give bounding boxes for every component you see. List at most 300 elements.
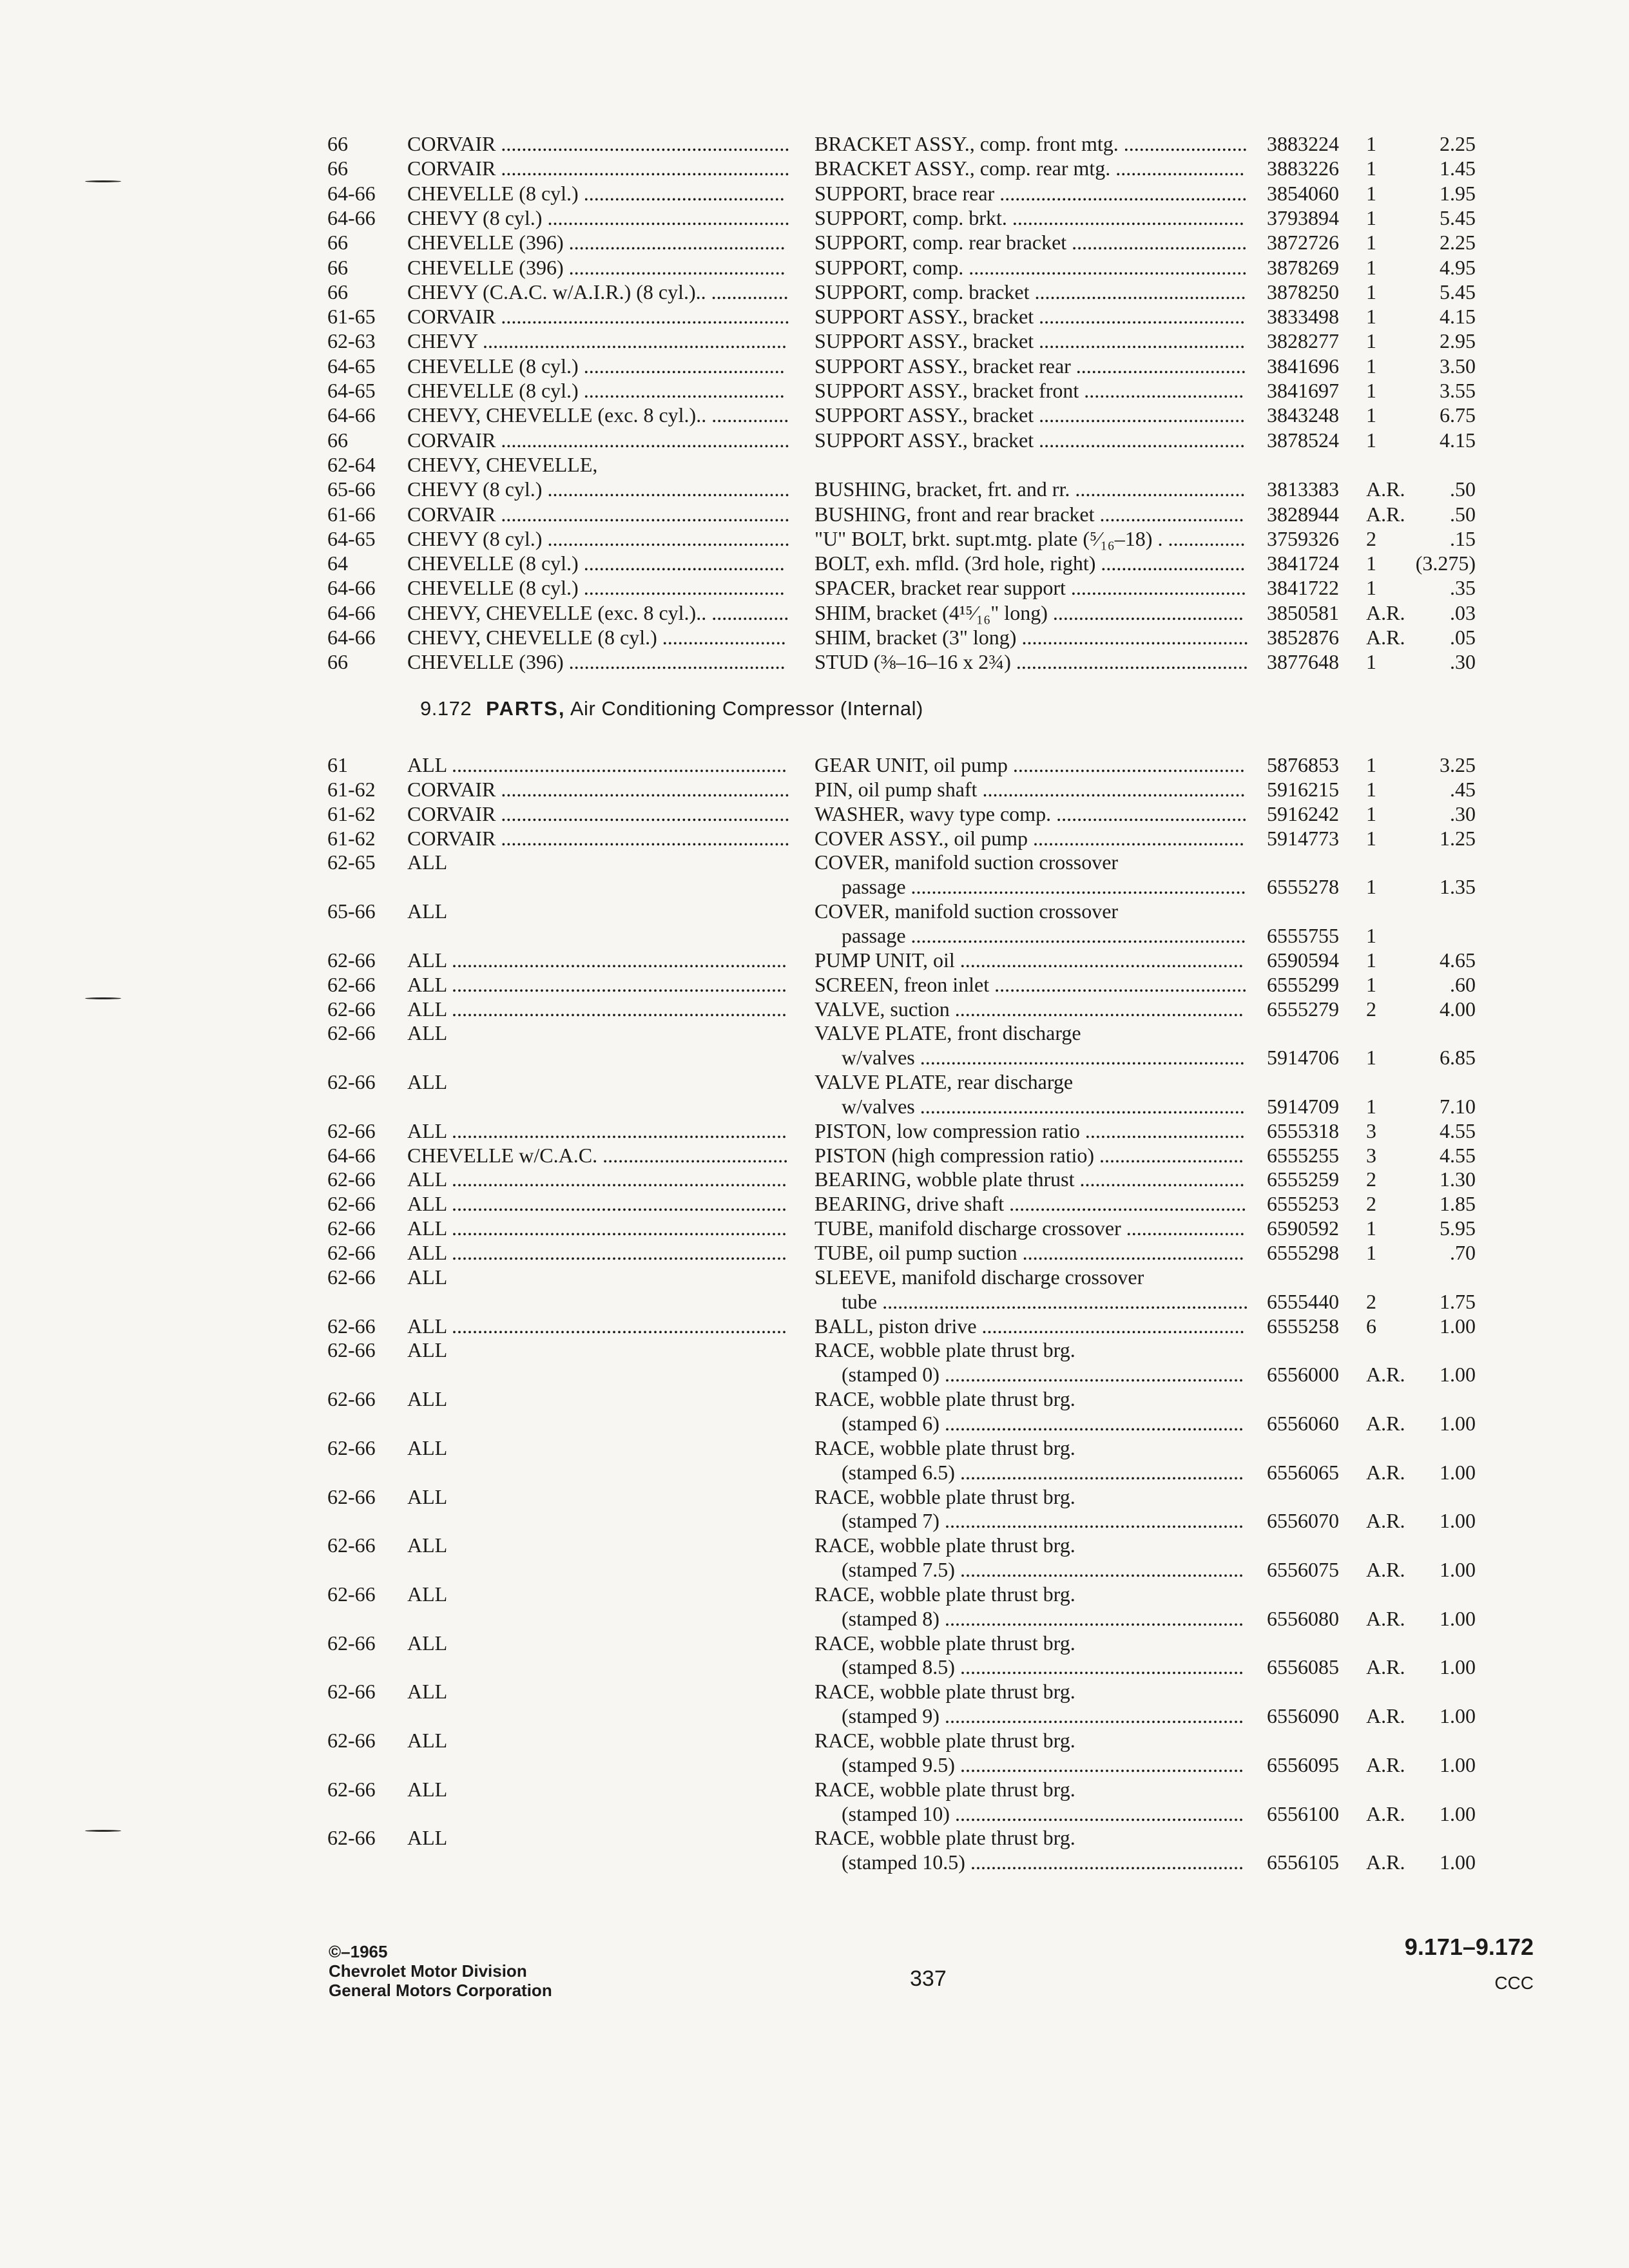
quantity: 1 <box>1366 181 1376 205</box>
model-year: 64-66 <box>327 1143 376 1167</box>
section-title: Air Conditioning Compressor (Internal) <box>570 697 923 720</box>
model-year: 62-66 <box>327 1826 376 1850</box>
part-description: RACE, wobble plate thrust brg. <box>815 1436 1075 1459</box>
model-year: 66 <box>327 157 348 180</box>
vehicle-model: ALL <box>407 1729 448 1752</box>
part-number: 3854060 <box>1267 181 1339 205</box>
list-price: 2.95 <box>1440 329 1476 353</box>
quantity: 1 <box>1366 753 1376 776</box>
vehicle-model: CHEVY, CHEVELLE, <box>407 452 598 476</box>
parts-row <box>0 1021 1629 1045</box>
parts-row <box>0 1362 1629 1387</box>
parts-row <box>0 1485 1629 1509</box>
vehicle-model: ALL ................................................................. <box>407 997 787 1021</box>
corporation-line: General Motors Corporation <box>329 1981 552 2000</box>
list-price: 1.45 <box>1440 157 1476 180</box>
parts-row <box>0 1802 1629 1826</box>
vehicle-model: CHEVELLE (8 cyl.) ....................................... <box>407 552 785 575</box>
part-description: RACE, wobble plate thrust brg. <box>815 1777 1075 1801</box>
model-year: 66 <box>327 428 348 452</box>
model-year: 62-66 <box>327 1387 376 1411</box>
model-year: 62-66 <box>327 972 376 996</box>
part-number: 6590592 <box>1267 1216 1339 1240</box>
part-number: 5914773 <box>1267 826 1339 850</box>
parts-row <box>0 354 1629 378</box>
vehicle-model: CHEVELLE (396) .......................................... <box>407 255 786 279</box>
list-price: 3.25 <box>1440 753 1476 776</box>
vehicle-model: CHEVY (8 cyl.) ............................................... <box>407 206 790 229</box>
parts-row <box>0 1753 1629 1777</box>
list-price: 1.00 <box>1440 1363 1476 1387</box>
list-price: 1.00 <box>1440 1850 1476 1874</box>
model-year: 64-66 <box>327 403 376 427</box>
model-year: 66 <box>327 280 348 303</box>
vehicle-model: CHEVELLE (8 cyl.) ....................................... <box>407 576 785 600</box>
parts-row <box>0 156 1629 180</box>
parts-row <box>0 1191 1629 1216</box>
vehicle-model: ALL ................................................................. <box>407 1314 787 1338</box>
model-year: 62-66 <box>327 1777 376 1801</box>
list-price: 5.45 <box>1440 280 1476 303</box>
part-description: PISTON, low compression ratio ............................... <box>815 1119 1245 1142</box>
parts-row <box>0 1167 1629 1191</box>
vehicle-model: ALL <box>407 1777 448 1801</box>
parts-row <box>0 874 1629 899</box>
model-year: 62-66 <box>327 1680 376 1704</box>
list-price: 3.55 <box>1440 379 1476 402</box>
quantity: 1 <box>1366 403 1376 427</box>
model-year: 64-66 <box>327 576 376 600</box>
list-price: 1.00 <box>1440 1314 1476 1338</box>
part-number: 3878524 <box>1267 428 1339 452</box>
vehicle-model: ALL ................................................................. <box>407 1192 787 1216</box>
part-description: w/valves ............................................................... <box>842 1046 1245 1070</box>
part-number: 3841696 <box>1267 354 1339 378</box>
list-price: .35 <box>1450 576 1476 600</box>
part-description: VALVE, suction ........................................................ <box>815 997 1244 1021</box>
part-number: 6555278 <box>1267 875 1339 899</box>
part-description: SLEEVE, manifold discharge crossover <box>815 1265 1144 1289</box>
part-description: passage ................................................................. <box>842 923 1246 947</box>
vehicle-model: ALL <box>407 1070 448 1094</box>
model-year: 62-66 <box>327 997 376 1021</box>
part-number: 6556060 <box>1267 1411 1339 1435</box>
parts-row <box>0 1631 1629 1655</box>
parts-row <box>0 1606 1629 1631</box>
list-price: 4.55 <box>1440 1119 1476 1142</box>
part-number: 3878269 <box>1267 255 1339 279</box>
page-number: 337 <box>910 1966 947 1991</box>
list-price: 1.00 <box>1440 1509 1476 1533</box>
part-number: 6555258 <box>1267 1314 1339 1338</box>
part-number: 6555318 <box>1267 1119 1339 1142</box>
quantity: 3 <box>1366 1143 1376 1167</box>
part-number: 6556075 <box>1267 1558 1339 1582</box>
list-price: 1.00 <box>1440 1558 1476 1582</box>
part-description: (stamped 6) .......................................................... <box>842 1411 1244 1435</box>
vehicle-model: CORVAIR ........................................................ <box>407 826 790 850</box>
parts-row <box>0 1143 1629 1168</box>
quantity: A.R. <box>1366 1411 1405 1435</box>
quantity: A.R. <box>1366 502 1405 526</box>
model-year: 62-66 <box>327 1241 376 1264</box>
quantity: 2 <box>1366 997 1376 1021</box>
quantity: 1 <box>1366 576 1376 600</box>
quantity: 1 <box>1366 157 1376 180</box>
vehicle-model: CORVAIR ........................................................ <box>407 157 790 180</box>
part-number: 6555299 <box>1267 972 1339 996</box>
quantity: 1 <box>1366 1094 1376 1118</box>
vehicle-model: ALL <box>407 1021 448 1045</box>
part-description: (stamped 0) .......................................................... <box>842 1363 1244 1387</box>
part-description: COVER, manifold suction crossover <box>815 899 1119 923</box>
quantity: 1 <box>1366 948 1376 972</box>
parts-row <box>0 1119 1629 1143</box>
vehicle-model: CHEVELLE (8 cyl.) ....................................... <box>407 379 785 402</box>
part-description: SUPPORT, comp. rear bracket .................................. <box>815 231 1248 255</box>
section-title-parts: PARTS, <box>486 697 566 720</box>
part-number: 5916215 <box>1267 777 1339 801</box>
vehicle-model: CORVAIR ........................................................ <box>407 428 790 452</box>
vehicle-model: ALL <box>407 1533 448 1557</box>
quantity: 1 <box>1366 132 1376 155</box>
vehicle-model: ALL <box>407 1265 448 1289</box>
model-year: 61-65 <box>327 305 376 329</box>
list-price: 7.10 <box>1440 1094 1476 1118</box>
list-price: 1.30 <box>1440 1168 1476 1191</box>
parts-row <box>0 329 1629 353</box>
quantity: 2 <box>1366 1168 1376 1191</box>
vehicle-model: CHEVELLE w/C.A.C. .................................... <box>407 1143 789 1167</box>
part-description: SUPPORT ASSY., bracket rear ................................. <box>815 354 1246 378</box>
list-price: 6.85 <box>1440 1046 1476 1070</box>
quantity: 1 <box>1366 1046 1376 1070</box>
part-description: COVER, manifold suction crossover <box>815 850 1119 874</box>
quantity: 1 <box>1366 777 1376 801</box>
model-year: 61-62 <box>327 802 376 825</box>
parts-row <box>0 777 1629 802</box>
parts-row <box>0 378 1629 403</box>
part-description: VALVE PLATE, rear discharge <box>815 1070 1074 1094</box>
part-description: RACE, wobble plate thrust brg. <box>815 1631 1075 1655</box>
vehicle-model: CHEVY (C.A.C. w/A.I.R.) (8 cyl.).. ............... <box>407 280 789 303</box>
part-description: RACE, wobble plate thrust brg. <box>815 1533 1075 1557</box>
part-description: SPACER, bracket rear support .................................. <box>815 576 1246 600</box>
model-year: 62-66 <box>327 1338 376 1362</box>
part-description: SUPPORT ASSY., bracket ........................................ <box>815 329 1246 353</box>
parts-row <box>0 551 1629 575</box>
copyright-line: ©–1965 <box>329 1942 388 1961</box>
parts-row <box>0 575 1629 600</box>
vehicle-model: ALL <box>407 1582 448 1606</box>
quantity: 1 <box>1366 923 1376 947</box>
list-price: .45 <box>1450 777 1476 801</box>
model-year: 64-66 <box>327 206 376 229</box>
quantity: A.R. <box>1366 1802 1405 1825</box>
parts-row <box>0 1557 1629 1582</box>
quantity: 1 <box>1366 972 1376 996</box>
part-description: BRACKET ASSY., comp. rear mtg. ......................... <box>815 157 1245 180</box>
list-price: 1.25 <box>1440 826 1476 850</box>
part-number: 3852876 <box>1267 626 1339 649</box>
part-number: 6556100 <box>1267 1802 1339 1825</box>
model-year: 64-65 <box>327 354 376 378</box>
part-number: 3883224 <box>1267 132 1339 155</box>
part-description: "U" BOLT, brkt. supt.mtg. plate (⁵⁄₁₆–18) . ............... <box>815 526 1246 550</box>
list-price: 2.25 <box>1440 132 1476 155</box>
quantity: A.R. <box>1366 477 1405 501</box>
part-number: 3828944 <box>1267 502 1339 526</box>
model-year: 61-62 <box>327 777 376 801</box>
quantity: 1 <box>1366 1241 1376 1264</box>
part-number: 3759326 <box>1267 526 1339 550</box>
quantity: A.R. <box>1366 1704 1405 1728</box>
part-number: 6556085 <box>1267 1655 1339 1679</box>
model-year: 66 <box>327 255 348 279</box>
part-description: WASHER, wavy type comp. ..................................... <box>815 802 1248 825</box>
list-price: 1.00 <box>1440 1655 1476 1679</box>
parts-row <box>0 1265 1629 1289</box>
list-price: 4.95 <box>1440 255 1476 279</box>
vehicle-model: CHEVELLE (8 cyl.) ....................................... <box>407 181 785 205</box>
list-price: 1.85 <box>1440 1192 1476 1216</box>
vehicle-model: CHEVY (8 cyl.) ............................................... <box>407 477 790 501</box>
list-price: .50 <box>1450 502 1476 526</box>
parts-row <box>0 1728 1629 1753</box>
parts-row <box>0 1679 1629 1704</box>
model-year: 62-66 <box>327 1216 376 1240</box>
vehicle-model: CORVAIR ........................................................ <box>407 502 790 526</box>
quantity: A.R. <box>1366 1753 1405 1776</box>
model-year: 61-62 <box>327 826 376 850</box>
parts-row <box>0 802 1629 826</box>
list-price: 1.00 <box>1440 1460 1476 1484</box>
model-year: 64-65 <box>327 379 376 402</box>
parts-row <box>0 1460 1629 1485</box>
parts-row <box>0 1655 1629 1679</box>
quantity: 1 <box>1366 650 1376 674</box>
parts-row <box>0 181 1629 206</box>
vehicle-model: CHEVY ........................................................... <box>407 329 787 353</box>
vehicle-model: ALL <box>407 850 448 874</box>
parts-row <box>0 1436 1629 1460</box>
part-number: 6555279 <box>1267 997 1339 1021</box>
model-year: 66 <box>327 231 348 255</box>
part-description: VALVE PLATE, front discharge <box>815 1021 1081 1045</box>
list-price: 5.95 <box>1440 1216 1476 1240</box>
list-price: 3.50 <box>1440 354 1476 378</box>
parts-row <box>0 280 1629 304</box>
quantity: 1 <box>1366 280 1376 303</box>
part-number: 6555253 <box>1267 1192 1339 1216</box>
quantity: 1 <box>1366 354 1376 378</box>
parts-row <box>0 1216 1629 1240</box>
list-price: 1.00 <box>1440 1606 1476 1630</box>
part-number: 6556090 <box>1267 1704 1339 1728</box>
part-number: 5876853 <box>1267 753 1339 776</box>
part-description: GEAR UNIT, oil pump ............................................. <box>815 753 1245 776</box>
part-number: 3883226 <box>1267 157 1339 180</box>
part-description: COVER ASSY., oil pump ......................................... <box>815 826 1245 850</box>
model-year: 62-66 <box>327 1168 376 1191</box>
quantity: 1 <box>1366 329 1376 353</box>
vehicle-model: ALL <box>407 1680 448 1704</box>
part-description: SCREEN, freon inlet ................................................. <box>815 972 1248 996</box>
quantity: 1 <box>1366 231 1376 255</box>
part-description: SUPPORT, brace rear ................................................ <box>815 181 1248 205</box>
model-year: 66 <box>327 650 348 674</box>
vehicle-model: ALL <box>407 1436 448 1459</box>
list-price: 1.95 <box>1440 181 1476 205</box>
quantity: A.R. <box>1366 626 1405 649</box>
part-description: (stamped 9.5) ....................................................... <box>842 1753 1244 1776</box>
part-number: 6555440 <box>1267 1289 1339 1313</box>
part-description: RACE, wobble plate thrust brg. <box>815 1729 1075 1752</box>
section-number: 9.172 <box>420 697 472 720</box>
parts-row <box>0 625 1629 649</box>
model-year: 62-66 <box>327 1265 376 1289</box>
parts-row <box>0 403 1629 427</box>
vehicle-model: ALL <box>407 1387 448 1411</box>
model-year: 64-65 <box>327 526 376 550</box>
part-number: 3850581 <box>1267 601 1339 624</box>
vehicle-model: ALL ................................................................. <box>407 1168 787 1191</box>
vehicle-model: CORVAIR ........................................................ <box>407 305 790 329</box>
part-description: (stamped 7) .......................................................... <box>842 1509 1244 1533</box>
vehicle-model: ALL ................................................................. <box>407 948 787 972</box>
model-year: 62-63 <box>327 329 376 353</box>
part-description: BEARING, drive shaft .............................................. <box>815 1192 1247 1216</box>
quantity: A.R. <box>1366 1460 1405 1484</box>
part-description: PISTON (high compression ratio) ............................ <box>815 1143 1244 1167</box>
part-description: BOLT, exh. mfld. (3rd hole, right) ............................ <box>815 552 1246 575</box>
footer-publisher <box>329 1942 552 2000</box>
list-price: 2.25 <box>1440 231 1476 255</box>
parts-row <box>0 1704 1629 1728</box>
part-description: SUPPORT ASSY., bracket ........................................ <box>815 305 1246 329</box>
part-number: 5914709 <box>1267 1094 1339 1118</box>
model-year: 62-66 <box>327 1070 376 1094</box>
quantity: A.R. <box>1366 1655 1405 1679</box>
part-description: STUD (⅜–16–16 x 2¾) ............................................. <box>815 650 1248 674</box>
parts-row <box>0 230 1629 255</box>
part-description: SUPPORT, comp. brkt. ............................................. <box>815 206 1244 229</box>
part-number: 6555259 <box>1267 1168 1339 1191</box>
parts-row <box>0 899 1629 923</box>
list-price: .50 <box>1450 477 1476 501</box>
part-description: (stamped 9) .......................................................... <box>842 1704 1244 1728</box>
part-description: SHIM, bracket (3" long) ............................................ <box>815 626 1249 649</box>
part-description: BUSHING, front and rear bracket ............................ <box>815 502 1244 526</box>
vehicle-model: CHEVY (8 cyl.) ............................................... <box>407 526 790 550</box>
model-year: 62-66 <box>327 1192 376 1216</box>
part-description: SUPPORT ASSY., bracket ........................................ <box>815 428 1246 452</box>
model-year: 65-66 <box>327 899 376 923</box>
parts-row <box>0 1289 1629 1314</box>
parts-row <box>0 206 1629 230</box>
list-price: 4.55 <box>1440 1143 1476 1167</box>
part-number: 3877648 <box>1267 650 1339 674</box>
list-price: 1.00 <box>1440 1411 1476 1435</box>
part-number: 3828277 <box>1267 329 1339 353</box>
list-price: 4.15 <box>1440 428 1476 452</box>
parts-row <box>0 1411 1629 1436</box>
parts-row <box>0 972 1629 997</box>
list-price: 1.00 <box>1440 1704 1476 1728</box>
quantity: 3 <box>1366 1119 1376 1142</box>
part-description: RACE, wobble plate thrust brg. <box>815 1485 1075 1508</box>
parts-row <box>0 1387 1629 1411</box>
part-number: 6556000 <box>1267 1363 1339 1387</box>
part-description: SUPPORT, comp. bracket ......................................... <box>815 280 1246 303</box>
list-price: 4.15 <box>1440 305 1476 329</box>
vehicle-model: ALL ................................................................. <box>407 1241 787 1264</box>
list-price: 1.00 <box>1440 1802 1476 1825</box>
part-number: 6556070 <box>1267 1509 1339 1533</box>
part-description: BUSHING, bracket, frt. and rr. ................................. <box>815 477 1246 501</box>
parts-row <box>0 601 1629 625</box>
quantity: A.R. <box>1366 1509 1405 1533</box>
part-number: 3833498 <box>1267 305 1339 329</box>
parts-row <box>0 452 1629 477</box>
part-number: 3878250 <box>1267 280 1339 303</box>
part-number: 3793894 <box>1267 206 1339 229</box>
part-number: 6556105 <box>1267 1850 1339 1874</box>
quantity: 1 <box>1366 428 1376 452</box>
list-price: 1.35 <box>1440 875 1476 899</box>
quantity: 1 <box>1366 255 1376 279</box>
model-year: 61 <box>327 753 348 776</box>
quantity: 1 <box>1366 826 1376 850</box>
part-description: (stamped 10) ........................................................ <box>842 1802 1244 1825</box>
part-number: 6590594 <box>1267 948 1339 972</box>
model-year: 62-66 <box>327 1582 376 1606</box>
list-price: 5.45 <box>1440 206 1476 229</box>
parts-row <box>0 997 1629 1021</box>
quantity: A.R. <box>1366 1363 1405 1387</box>
parts-row <box>0 826 1629 850</box>
part-description: (stamped 6.5) ....................................................... <box>842 1460 1244 1484</box>
part-description: TUBE, oil pump suction ........................................... <box>815 1241 1244 1264</box>
vehicle-model: CHEVELLE (396) .......................................... <box>407 650 786 674</box>
quantity: A.R. <box>1366 1558 1405 1582</box>
part-description: tube ....................................................................... <box>842 1289 1249 1313</box>
part-description: w/valves ............................................................... <box>842 1094 1245 1118</box>
model-year: 61-66 <box>327 502 376 526</box>
part-number: 3872726 <box>1267 231 1339 255</box>
vehicle-model: ALL ................................................................. <box>407 1216 787 1240</box>
quantity: 1 <box>1366 875 1376 899</box>
vehicle-model: ALL <box>407 1485 448 1508</box>
part-description: RACE, wobble plate thrust brg. <box>815 1582 1075 1606</box>
quantity: 2 <box>1366 526 1376 550</box>
list-price: 1.00 <box>1440 1753 1476 1776</box>
list-price: (3.275) <box>1415 552 1476 575</box>
quantity: A.R. <box>1366 1606 1405 1630</box>
parts-row <box>0 850 1629 874</box>
quantity: 2 <box>1366 1192 1376 1216</box>
parts-row <box>0 1825 1629 1850</box>
part-description: SUPPORT ASSY., bracket ........................................ <box>815 403 1246 427</box>
part-description: SUPPORT, comp. ...................................................... <box>815 255 1248 279</box>
part-description: (stamped 7.5) ....................................................... <box>842 1558 1244 1582</box>
parts-row <box>0 131 1629 156</box>
part-description: SHIM, bracket (4¹⁵⁄₁₆" long) ..................................... <box>815 601 1244 624</box>
parts-row <box>0 428 1629 452</box>
model-year: 62-66 <box>327 1485 376 1508</box>
model-year: 62-66 <box>327 1314 376 1338</box>
list-price: .60 <box>1450 972 1476 996</box>
